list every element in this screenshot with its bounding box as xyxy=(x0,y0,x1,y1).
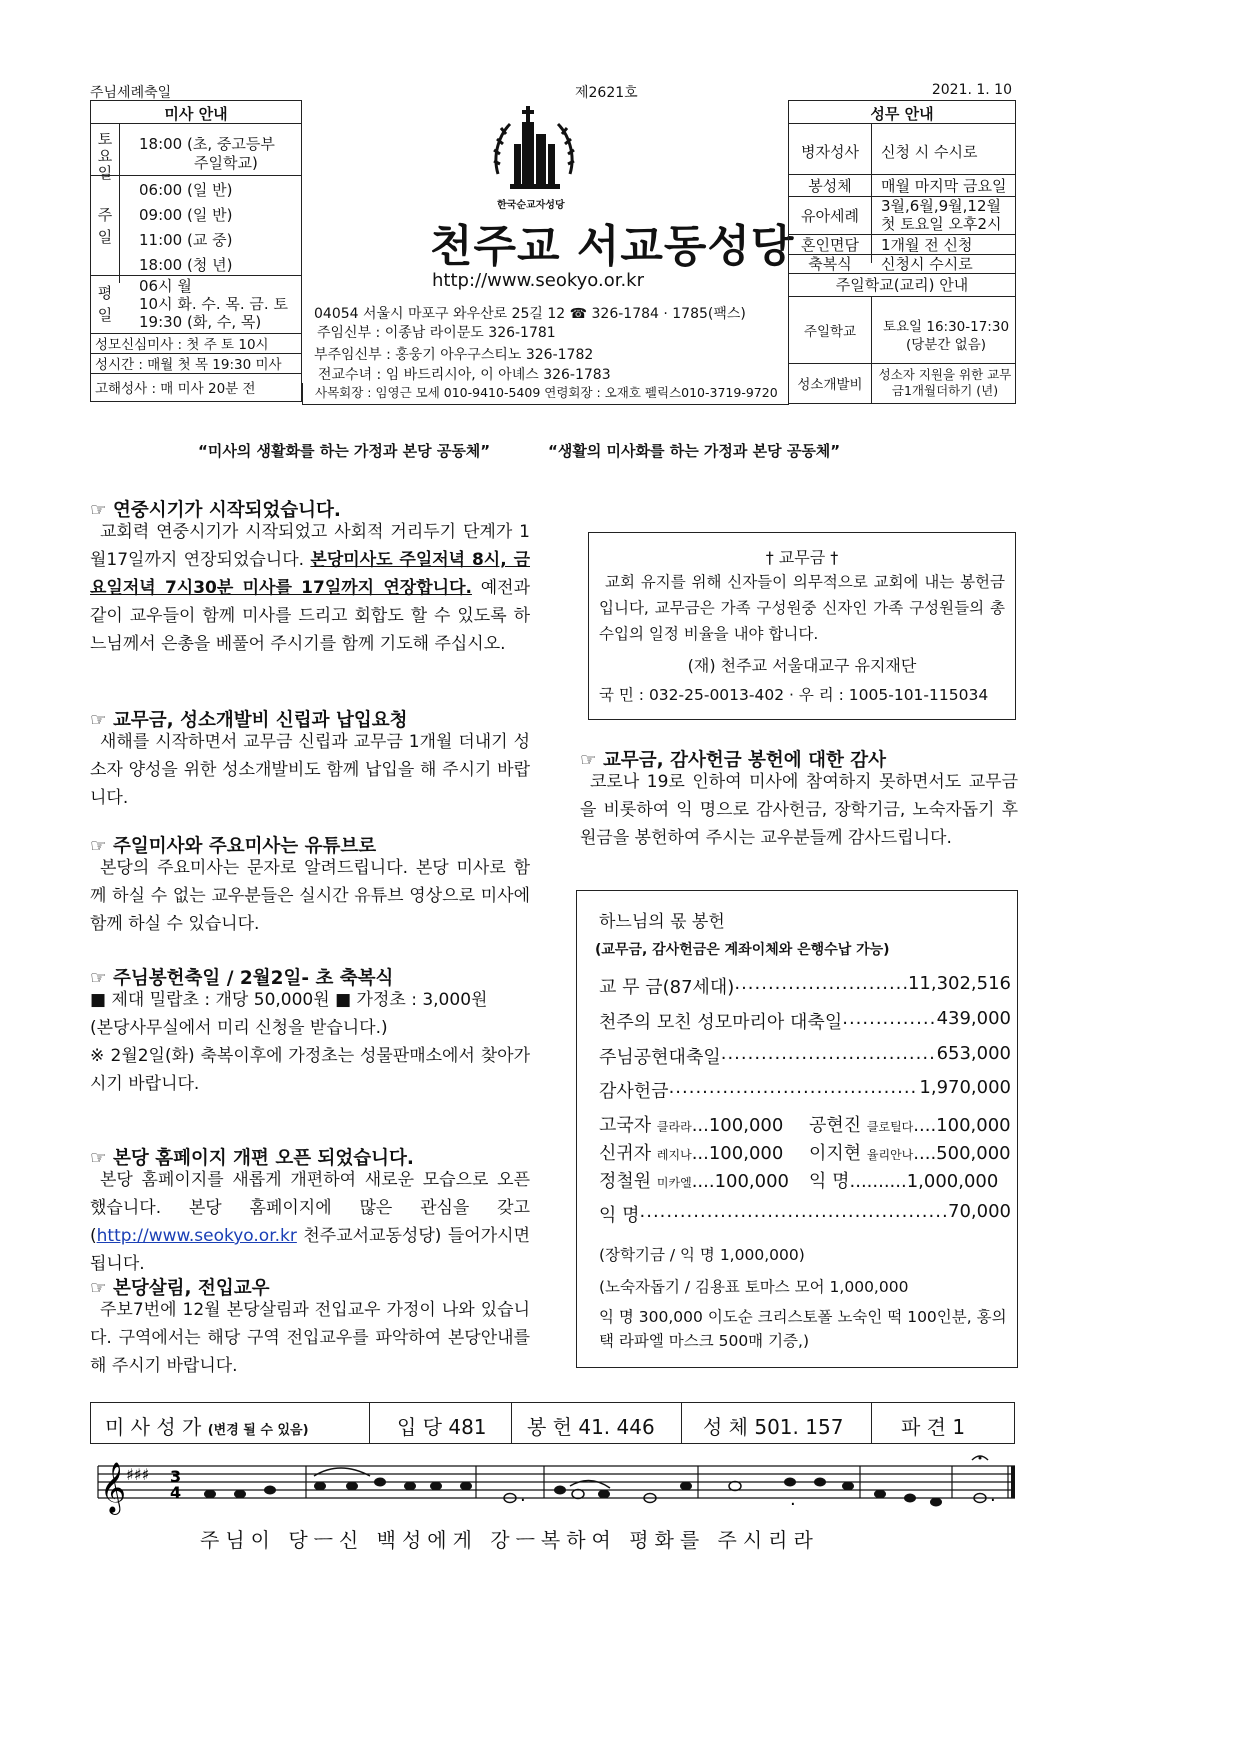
tithe-accounts: 국 민 : 032-25-0013-402 · 우 리 : 1005-101-115034 xyxy=(599,686,989,704)
issue-number: 제2621호 xyxy=(575,85,638,101)
confession: 고해성사 : 매 미사 20분 전 xyxy=(95,381,256,397)
candlemas-line-1: ■ 제대 밀랍초 : 개당 50,000원 ■ 가정초 : 3,000원 xyxy=(90,990,488,1010)
school-label: 주일학교 xyxy=(803,324,857,340)
section-body-homepage: 본당 홈페이지를 새롭게 개편하여 새로운 모습으로 오픈 했습니다. 본당 홈페이지에 많은 관심을 갖고 (http://www.seokyo.or.kr 천주교서교동성당) 들어가시면 됩니다. xyxy=(90,1170,530,1274)
svg-text:·: · xyxy=(790,1494,796,1515)
saturday-time-1: 18:00 (초, 중고등부 xyxy=(139,135,275,153)
weekday-time-1: 06시 월 xyxy=(139,277,192,295)
sunday-time-1: 06:00 (일 반) xyxy=(139,181,233,199)
donor-2: 공현진 클로틸다....100,000 xyxy=(809,1115,1011,1136)
service-label-4: 혼인면담 xyxy=(801,236,859,254)
service-label-5: 축복식 xyxy=(808,255,852,273)
issue-date: 2021. 1. 10 xyxy=(931,82,1012,98)
donor-5: 정철원 미카엘....100,000 xyxy=(599,1171,790,1192)
church-emblem-icon xyxy=(492,104,576,202)
staff-sisters: 전교수녀 : 임 바드리시아, 이 아녜스 326-1783 xyxy=(318,367,611,383)
offering-note-2: (노숙자돕기 / 김용표 토마스 모어 1,000,000 xyxy=(599,1278,909,1296)
staff-pastor: 주임신부 : 이종남 라이문도 326-1781 xyxy=(317,325,556,341)
school-header: 주일학교(교리) 안내 xyxy=(835,276,969,294)
sunday-label: 주 일 xyxy=(97,206,113,246)
donor-4: 이지현 율리안나....500,000 xyxy=(809,1143,1011,1164)
offering-line-3: 주님공현대축일 ..... 653,000 xyxy=(599,1043,1011,1069)
section-title-homepage: ☞ 본당 홈페이지 개편 오픈 되었습니다. xyxy=(90,1148,414,1169)
hymn-offertory: 봉 헌 41. 446 xyxy=(527,1415,655,1439)
slogan-1: “미사의 생활화를 하는 가정과 본당 공동체” xyxy=(198,442,491,460)
svg-text:·: · xyxy=(520,1490,526,1511)
homepage-link[interactable]: http://www.seokyo.or.kr xyxy=(96,1226,297,1246)
music-score xyxy=(90,1446,1020,1526)
candlemas-line-3: ※ 2월2일(화) 축복이후에 가정초는 성물판매소에서 찾아가시기 바랍니다. xyxy=(90,1046,530,1094)
hymn-lyrics: 주님이 당ㅡ신 백성에게 강ㅡ복하여 평화를 주시리라 xyxy=(200,1528,819,1552)
svg-text:·: · xyxy=(990,1490,996,1511)
section-title-parish-news: ☞ 본당살림, 전입교우 xyxy=(90,1278,270,1299)
offering-title: 하느님의 몫 봉헌 xyxy=(599,912,725,932)
section-body-thanks: 코로나 19로 인하여 미사에 참여하지 못하면서도 교무금을 비롯하여 익 명으로 감사헌금, 장학기금, 노숙자돕기 후원금을 봉헌하여 주시는 교우분들께 감사드립니다. xyxy=(580,772,1018,848)
saturday-label: 토 요 일 xyxy=(97,130,113,182)
tithe-title: † 교무금 † xyxy=(765,548,839,567)
holy-hour: 성시간 : 매월 첫 목 19:30 미사 xyxy=(95,357,282,373)
saturday-time-2: 주일학교) xyxy=(194,154,258,172)
weekday-time-2: 10시 화. 수. 목. 금. 토 xyxy=(139,295,288,313)
section-title-tithe-request: ☞ 교무금, 성소개발비 신립과 납입요청 xyxy=(90,710,408,731)
service-value-2: 매월 마지막 금요일 xyxy=(881,177,1007,195)
service-value-3: 3월,6월,9월,12월 첫 토요일 오후2시 xyxy=(881,197,1002,233)
offering-note-3: 익 명 300,000 이도순 크리스토폴 노숙인 떡 100인분, 홍의택 라파엘 마스크 500매 기증,) xyxy=(599,1308,1007,1350)
treble-clef-icon: 𝄞 xyxy=(100,1462,127,1513)
donor-6: 익 명..........1,000,000 xyxy=(809,1171,999,1192)
weekday-label: 평 일 xyxy=(97,284,113,324)
hymn-bar xyxy=(90,1402,1015,1444)
school-value: 토요일 16:30-17:30 (당분간 없음) xyxy=(882,319,1010,353)
mass-title: 미사 안내 xyxy=(164,105,228,123)
hymn-recessional: 파 견 1 xyxy=(901,1415,966,1439)
section-body-tithe-request: 새해를 시작하면서 교무금 신립과 교무금 1개월 더내기 성소자 양성을 위한 성소개발비도 함께 납입을 해 주시기 바랍니다. xyxy=(90,732,530,808)
service-value-4: 1개월 전 신청 xyxy=(881,236,973,254)
service-box xyxy=(788,100,1016,404)
emblem-caption: 한국순교자성당 xyxy=(497,200,565,211)
service-label-1: 병자성사 xyxy=(801,143,859,161)
dev-label: 성소개발비 xyxy=(797,377,863,393)
candlemas-line-2: (본당사무실에서 미리 신청을 받습니다.) xyxy=(90,1018,388,1038)
service-label-2: 봉성체 xyxy=(808,177,852,195)
hymn-entrance: 입 당 481 xyxy=(397,1415,487,1439)
section-body-parish-news: 주보7번에 12월 본당살림과 전입교우 가정이 나와 있습니다. 구역에서는 해당 구역 전입교우를 파악하여 본당안내를 해 주시기 바랍니다. xyxy=(90,1300,530,1376)
council-contacts: 사목회장 : 임영근 모세 010-9410-5409 연령회장 : 오재호 펠릭스010-3719-9720 xyxy=(302,383,789,405)
staff-assistant: 부주임신부 : 홍웅기 아우구스티노 326-1782 xyxy=(314,347,594,363)
hymn-communion: 성 체 501. 157 xyxy=(703,1415,844,1439)
tithe-info-box xyxy=(588,532,1016,720)
tithe-org: (재) 천주교 서울대교구 유지재단 xyxy=(687,656,917,675)
church-url[interactable]: http://www.seokyo.or.kr xyxy=(432,270,645,291)
section-title-youtube: ☞ 주일미사와 주요미사는 유튜브로 xyxy=(90,836,377,857)
section-body-youtube: 본당의 주요미사는 문자로 알려드립니다. 본당 미사로 함께 하실 수 없는 교우분들은 실시간 유튜브 영상으로 미사에 함께 하실 수 있습니다. xyxy=(90,858,530,934)
service-value-5: 신청시 수시로 xyxy=(881,255,973,273)
church-name: 천주교 서교동성당 xyxy=(430,221,795,272)
offering-line-4: 감사헌금 ..... 1,970,000 xyxy=(599,1077,1011,1103)
service-value-1: 신청 시 수시로 xyxy=(881,143,978,161)
section-title-candlemas: ☞ 주님봉헌축일 / 2월2일- 초 축복식 xyxy=(90,968,394,989)
offering-note-1: (장학기금 / 익 명 1,000,000) xyxy=(599,1246,805,1264)
sunday-time-4: 18:00 (청 년) xyxy=(139,256,233,274)
offering-anonymous: 익 명 ..... 70,000 xyxy=(599,1201,1011,1227)
svg-text:4: 4 xyxy=(170,1483,182,1502)
sunday-time-3: 11:00 (교 중) xyxy=(139,231,233,249)
church-address: 04054 서울시 마포구 와우산로 25길 12 ☎ 326-1784 · 1785(팩스) xyxy=(314,306,746,322)
weekday-time-3: 19:30 (화, 수, 목) xyxy=(139,313,262,331)
offering-line-1: 교 무 금(87세대) ..... 11,302,516 xyxy=(599,973,1011,999)
dev-value: 성소자 지원을 위한 교무금1개월더하기 (년) xyxy=(878,367,1012,398)
slogan-2: “생활의 미사화를 하는 가정과 본당 공동체” xyxy=(548,442,841,460)
hymn-label: 미 사 성 가 (변경 될 수 있음) xyxy=(105,1415,309,1439)
mass-schedule-box xyxy=(90,100,302,402)
donor-3: 신귀자 레지나...100,000 xyxy=(599,1143,784,1164)
feast-name: 주님세례축일 xyxy=(90,85,172,101)
marian-mass: 성모신심미사 : 첫 주 토 10시 xyxy=(95,337,269,353)
offering-box xyxy=(576,890,1018,1368)
sunday-time-2: 09:00 (일 반) xyxy=(139,206,233,224)
service-title: 성무 안내 xyxy=(870,105,934,123)
svg-text:3: 3 xyxy=(170,1467,182,1486)
svg-text:♯♯♯: ♯♯♯ xyxy=(126,1465,150,1484)
offering-subtitle: (교무금, 감사헌금은 계좌이체와 은행수납 가능) xyxy=(595,942,890,958)
section-title-ordinary-time: ☞ 연중시기가 시작되었습니다. xyxy=(90,500,341,521)
donor-1: 고국자 클라라...100,000 xyxy=(599,1115,784,1136)
section-body-ordinary-time: 교회력 연중시기가 시작되었고 사회적 거리두기 단계가 1월17일까지 연장되었습니다. 본당미사도 주일저녁 8시, 금요일저녁 7시30분 미사를 17일까지 연장합니다. 예전과 같이 교우들이 함께 미사를 드리고 회합도 할 수 있도록 하느님께서 은총을 베풀어 주시기를 함께 기도해 주십시오. xyxy=(90,522,530,654)
tithe-body: 교회 유지를 위해 신자들이 의무적으로 교회에 내는 봉헌금 입니다, 교무금은 가족 구성원중 신자인 가족 구성원들의 총 수입의 일정 비율을 내야 합니다. xyxy=(599,573,1005,643)
service-label-3: 유아세례 xyxy=(801,207,859,225)
section-title-thanks: ☞ 교무금, 감사헌금 봉헌에 대한 감사 xyxy=(580,750,887,771)
offering-line-2: 천주의 모친 성모마리아 대축일 ..... 439,000 xyxy=(599,1008,1011,1034)
